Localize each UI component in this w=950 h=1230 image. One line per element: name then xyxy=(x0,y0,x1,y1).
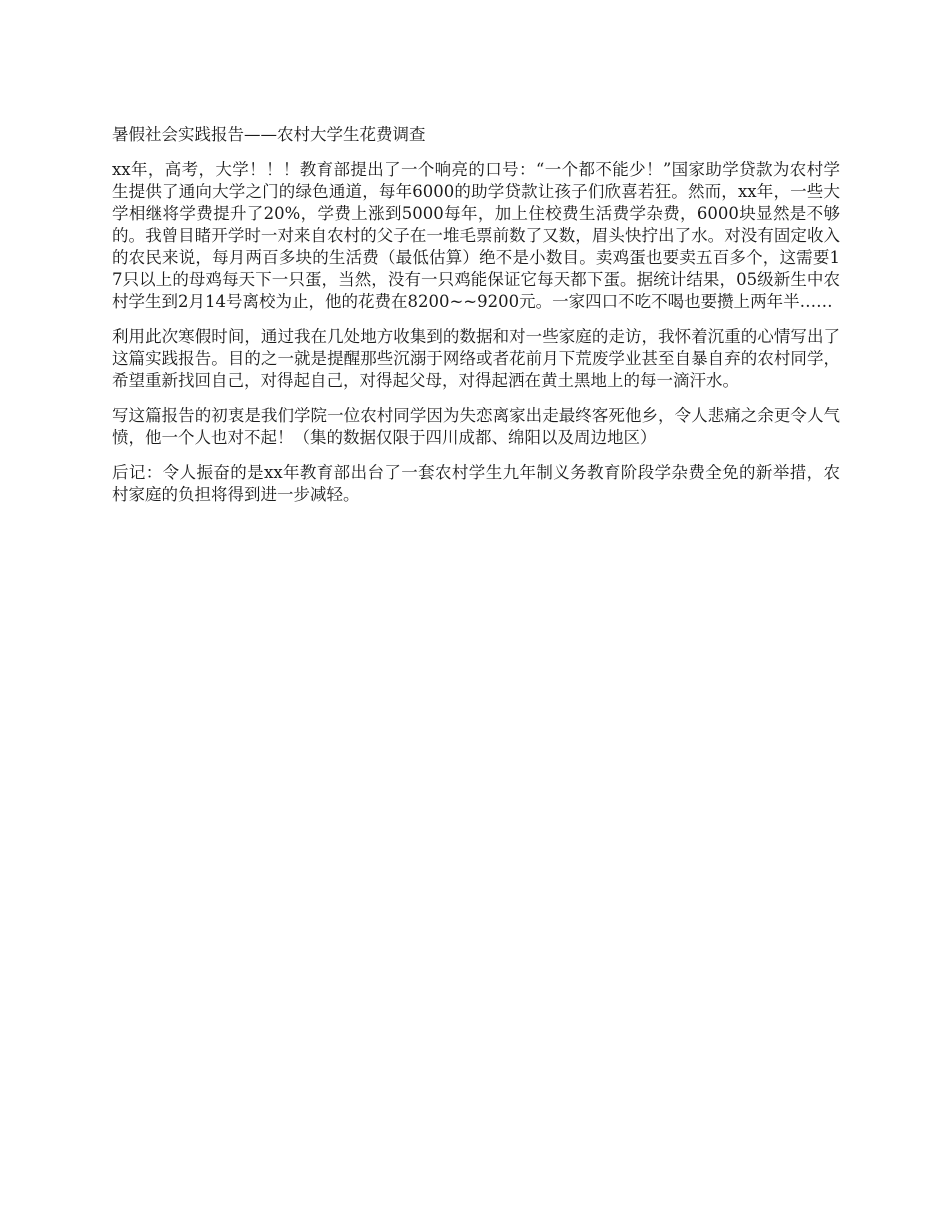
paragraph-intro: xx年，高考，大学！！！教育部提出了一个响亮的口号：“一个都不能少！”国家助学贷款为农村学生提供了通向大学之门的绿色通道，每年6000的助学贷款让孩子们欣喜若狂。然而，xx年，一些大学相继将学费提升了20%，学费上涨到5000每年，加上住校费生活费学杂费，6000块显然是不够的。我曾目睹开学时一对来自农村的父子在一堆毛票前数了又数，眉头快拧出了水。对没有固定收入的农民来说，每月两百多块的生活费（最低估算）绝不是小数目。卖鸡蛋也要卖五百多个，这需要17只以上的母鸡每天下一只蛋，当然，没有一只鸡能保证它每天都下蛋。据统计结果，05级新生中农村学生到2月14号离校为止，他的花费在8200~~9200元。一家四口不吃不喝也要攒上两年半…… xyxy=(112,160,840,311)
document-page xyxy=(112,124,840,519)
document-title: 暑假社会实践报告——农村大学生花费调查 xyxy=(112,125,426,144)
paragraph-purpose: 利用此次寒假时间，通过我在几处地方收集到的数据和对一些家庭的走访，我怀着沉重的心情写出了这篇实践报告。目的之一就是提醒那些沉溺于网络或者花前月下荒废学业甚至自暴自弃的农村同学，希望重新找回自己，对得起自己，对得起父母，对得起洒在黄土黑地上的每一滴汗水。 xyxy=(112,327,840,390)
paragraph-motivation: 写这篇报告的初衷是我们学院一位农村同学因为失恋离家出走最终客死他乡，令人悲痛之余更令人气愤，他一个人也对不起！（集的数据仅限于四川成都、绵阳以及周边地区） xyxy=(112,406,840,447)
paragraph-postscript: 后记：令人振奋的是xx年教育部出台了一套农村学生九年制义务教育阶段学杂费全免的新举措，农村家庭的负担将得到进一步减轻。 xyxy=(112,463,840,504)
